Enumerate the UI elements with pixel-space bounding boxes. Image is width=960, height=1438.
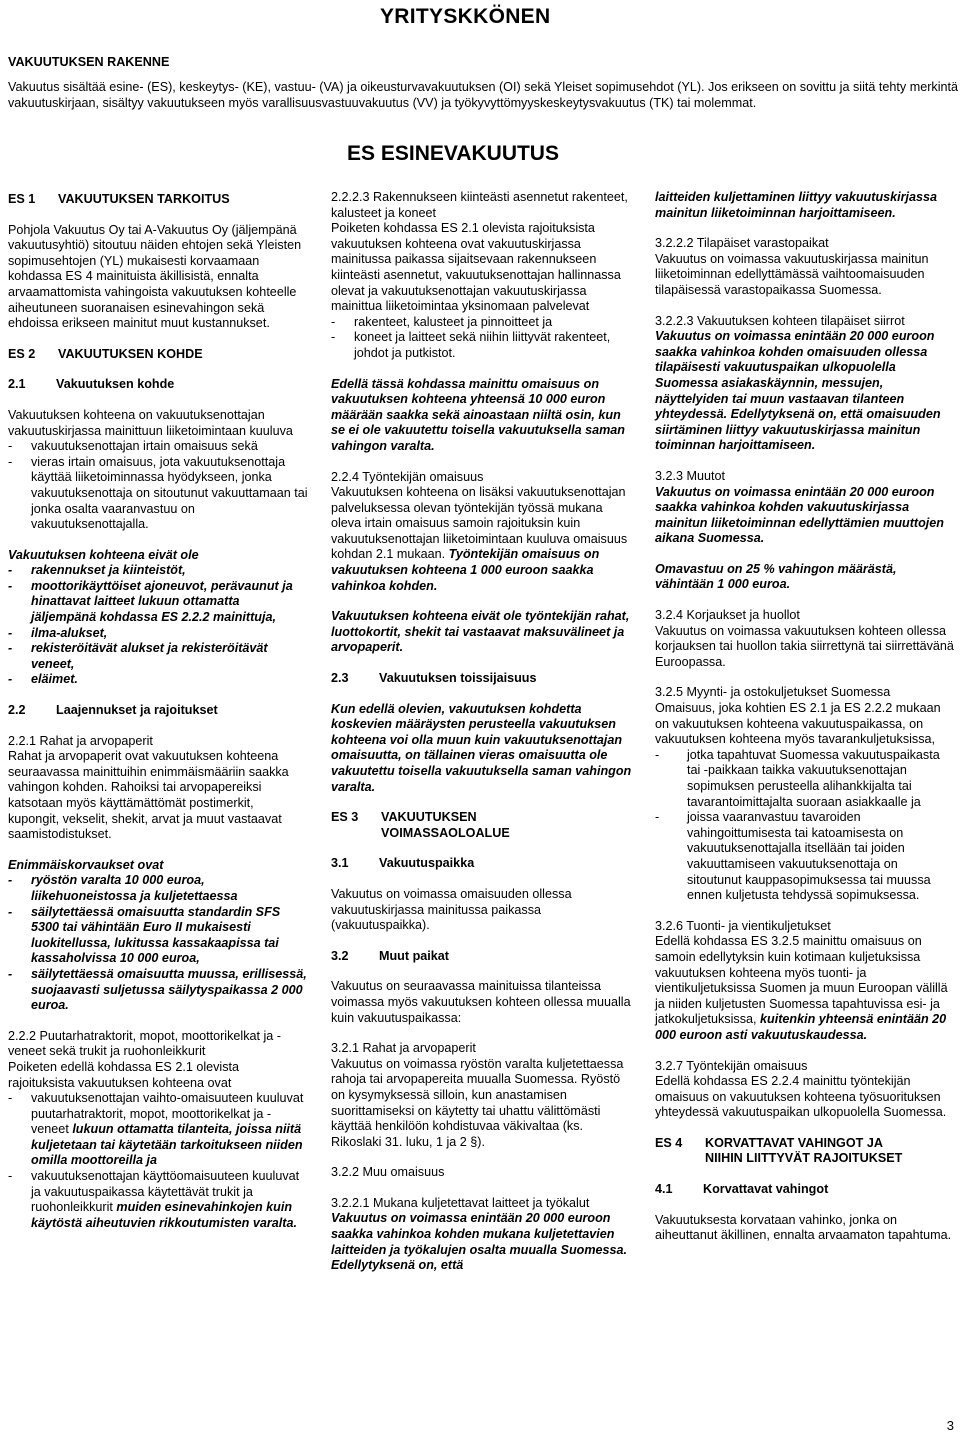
- s32-text: Vakuutus on seuraavassa mainituissa tilanteissa voimassa myös vakuutuksen kohteen ollessa muualla kuin vakuutuspaikassa:: [331, 979, 631, 1025]
- s3221-text: Vakuutus on voimassa enintään 20 000 euroon saakka vahinkoa kohden mukana kuljetettavien laitteiden ja työkalujen osalta muualla Suomessa. Edellytyksenä on, että: [331, 1211, 628, 1273]
- s327-text: Edellä kohdassa ES 2.2.4 mainittu työntekijän omaisuus on vakuutuksen kohteena työsuorituksen yhteydessä vakuutuspaikan ulkopuolella Suomessa.: [655, 1074, 947, 1120]
- column-3: [655, 190, 955, 1244]
- s41-heading: 4.1 Korvattavat vahingot: [655, 1182, 829, 1197]
- s22-heading: 2.2 Laajennukset ja rajoitukset: [8, 703, 218, 718]
- s2223-text: Poiketen kohdassa ES 2.1 olevista rajoituksista vakuutuksen kohteena ovat vakuutuskirjassa mainitussa paikassa sijaitsevaan rakennukseen kiinteästi asennetut, vakuutuksenottajan hallinnassa olevat ja vakuutuksenottajan vakuutuskirjassa mainittua liiketoimintaa yksinomaan palvelevat: [331, 221, 621, 314]
- list-item: - ryöstön varalta 10 000 euroa, liikehuoneistossa ja kuljetettaessa: [8, 873, 238, 903]
- list-item: - säilytettäessä omaisuutta standardin SFS 5300 tai vähintään Euro II mukaisesti luokitellussa, lukitussa kassakaapissa tai kassaholvissa 10 000 euroa,: [8, 904, 281, 966]
- s327-title: 3.2.7 Työntekijän omaisuus: [655, 1058, 808, 1073]
- s3222-text: Vakuutus on voimassa vakuutuskirjassa mainitun liiketoiminnan edellyttämässä vaihtoomaisuuden tilapäisessä varastopaikassa Suomessa.: [655, 251, 929, 297]
- s325-text: Omaisuus, joka kohtien ES 2.1 ja ES 2.2.2 mukaan on vakuutuksen kohteena vakuutuspaikassa, on vakuutuksen kohteena myös tavarankuljetuksissa,: [655, 701, 941, 747]
- section-heading-structure: VAKUUTUKSEN RAKENNE: [8, 55, 170, 69]
- s2223-title: 2.2.2.3 Rakennukseen kiinteästi asennetut rakenteet, kalusteet ja koneet: [331, 190, 628, 220]
- s322-title: 3.2.2 Muu omaisuus: [331, 1165, 445, 1180]
- s222-title: 2.2.2 Puutarhatraktorit, mopot, moottorikelkat ja -veneet sekä trukit ja ruohonleikkurit: [8, 1028, 281, 1059]
- page-title: YRITYSKKÖNEN: [380, 5, 551, 28]
- es1-heading: ES 1 VAKUUTUKSEN TARKOITUS: [8, 192, 230, 206]
- s224-text: Vakuutuksen kohteena on lisäksi vakuutuksenottajan palveluksessa olevan työntekijän työssä mukana oleva irtain omaisuus samoin rajoituksin kuin vakuutuksenottajan liiketoimintaan kuuluva omaisuus kohdan 2.1 mukaan. Työntekijän omaisuus on vakuutuksen kohteena 1 000 euroon saakka vahinkoa kohden.: [331, 485, 628, 593]
- list-item: - vakuutuksenottajan vaihto-omaisuuteen kuuluvat puutarhatraktorit, mopot, moottorikelkat ja -veneet lukuun ottamatta tilanteita, joissa niitä kuljetetaan tai käytetään tarkoitukseen niiden omilla moottoreilla ja: [8, 1091, 304, 1168]
- s324-text: Vakuutus on voimassa vakuutuksen kohteen ollessa korjauksen tai huollon takia siirrettynä tai siirrettävänä Euroopassa.: [655, 623, 954, 669]
- es2-heading: ES 2 VAKUUTUKSEN KOHDE: [8, 346, 203, 361]
- s21-text: Vakuutuksen kohteena on vakuutuksenottajan vakuutuskirjassa mainittuun liiketoimintaan kuuluva: [8, 407, 293, 438]
- column-2: [331, 190, 633, 1274]
- s224-title: 2.2.4 Työntekijän omaisuus: [331, 469, 484, 484]
- s224-exclusion: Vakuutuksen kohteena eivät ole työntekijän rahat, luottokortit, shekit tai vastaavat maksuvälineet ja arvopaperit.: [331, 609, 630, 655]
- s326-title: 3.2.6 Tuonti- ja vientikuljetukset: [655, 918, 831, 933]
- list-item: - moottorikäyttöiset ajoneuvot, perävaunut ja hinattavat laitteet lukuun ottamatta jäljempänä kohdassa ES 2.2.2 mainittuja,: [8, 578, 293, 625]
- list-item: - vakuutuksenottajan irtain omaisuus sekä: [8, 439, 258, 454]
- s325-title: 3.2.5 Myynti- ja ostokuljetukset Suomessa: [655, 685, 891, 700]
- main-heading: ES ESINEVAKUUTUS: [347, 142, 559, 165]
- es3-heading: ES 3 VAKUUTUKSEN VOIMASSAOLOALUE: [331, 810, 510, 840]
- s321-title: 3.2.1 Rahat ja arvopaperit: [331, 1041, 476, 1056]
- s41-text: Vakuutuksesta korvataan vahinko, jonka on aiheuttanut äkillinen, ennalta arvaamaton tapahtuma.: [655, 1212, 952, 1243]
- max-compensation-heading: Enimmäiskorvaukset ovat: [8, 857, 164, 872]
- s3222-title: 3.2.2.2 Tilapäiset varastopaikat: [655, 236, 829, 251]
- list-item: - rekisteröitävät alukset ja rekisteröitävät veneet,: [8, 641, 268, 671]
- s23-text: Kun edellä olevien, vakuutuksen kohdetta koskevien määräysten perusteella vakuutuksen kohteena voi olla muun kuin vakuutuksenottajan omaisuutta, on tällainen vieras omaisuutta ole vakuutettu toisella vakuutuksella saman vahingon varalta.: [331, 701, 632, 794]
- list-item: - koneet ja laitteet sekä niihin liittyvät rakenteet, johdot ja putkistot.: [331, 330, 611, 360]
- s3221-title: 3.2.2.1 Mukana kuljetettavat laitteet ja työkalut: [331, 1195, 590, 1210]
- s31-heading: 3.1 Vakuutuspaikka: [331, 856, 475, 871]
- s32-heading: 3.2 Muut paikat: [331, 948, 449, 963]
- s323-title: 3.2.3 Muutot: [655, 468, 726, 483]
- list-item: - rakenteet, kalusteet ja pinnoitteet ja: [331, 314, 553, 329]
- s324-title: 3.2.4 Korjaukset ja huollot: [655, 608, 800, 623]
- list-item: - joissa vaaranvastuu tavaroiden vahingoittumisesta tai katoamisesta on vakuutuksenottajalla itsellään tai joiden vakuuttamiseen vakuutuksenottaja on sitoutunut kauppasopimuksessa tai muussa ennen kuljetusta tehdyssä sopimuksessa.: [655, 810, 931, 903]
- list-item: - vieras irtain omaisuus, jota vakuutuksenottaja käyttää liiketoiminnassa hyödykseen, jonka vakuutuksenottaja on sitoutunut vakuuttamaan tai jonka osalta vaaranvastuu on vakuutuksenottajalla.: [8, 454, 308, 532]
- intro-paragraph: Vakuutus sisältää esine- (ES), keskeytys- (KE), vastuu- (VA) ja oikeusturvavakuutuksen (OI) sekä Yleiset sopimusehdot (YL). Jos erikseen on sovittu ja siitä tehty merkintä vakuutuskirjaan, sisältyy vakuutukseen myös varallisuusvastuuvakuutus (VV) ja työkyvyttömyyskeskeytysvakuutus (TK) tai molemmat.: [8, 80, 958, 110]
- list-item: - rakennukset ja kiinteistöt,: [8, 563, 186, 578]
- es1-text: Pohjola Vakuutus Oy tai A-Vakuutus Oy (jäljempänä vakuutusyhtiö) sitoutuu näiden ehtojen sekä Yleisten sopimusehtojen (YL) mukaisesti korvaamaan kohdassa ES 4 mainituista äkillisistä, ennalta arvaamattomista vahingoista vakuutuksen kohteelle aiheutuneen suoranaisen esinevahingon sekä ehdoissa erikseen mainitut muut kustannukset.: [8, 222, 302, 331]
- s3223-text: Vakuutus on voimassa enintään 20 000 euroon saakka vahinkoa kohden omaisuuden ollessa tilapäisesti vakuutuspaikan ulkopuolella Suomessa asiakaskäynnin, messujen, näyttelyiden tai muun vastaavan tilanteen yhteydessä. Edellytyksenä on, että omaisuuden siirtäminen liittyy vakuutuskirjassa mainitun toiminnan harjoittamiseen.: [655, 329, 941, 453]
- list-item: - vakuutuksenottajan käyttöomaisuuteen kuuluvat ja vakuutuspaikassa käytettävät trukit ja ruohonleikkurit muiden esinevahinkojen kuin käytöstä aiheutuvien rikkoutumisten varalta.: [8, 1169, 300, 1230]
- s326-text: Edellä kohdassa ES 3.2.5 mainittu omaisuus on samoin edellytyksin kuin kotimaan kuljetuksissa vakuutuksen kohteena myös tuonti- ja vientikuljetuksissa Suomen ja muun Euroopan välillä ja niiden kuljetusten Suomessa tapahtuvissa esi- ja jatkokuljetuksissa, kuitenkin yhteensä enintään 20 000 euroon asti vakuutuskaudessa.: [655, 934, 948, 1042]
- s222-text: Poiketen edellä kohdassa ES 2.1 olevista rajoituksista vakuutuksen kohteena ovat: [8, 1059, 240, 1090]
- s323-text: Vakuutus on voimassa enintään 20 000 euroon saakka vahinkoa kohden vakuutuskirjassa mainitun liiketoiminnan edellyttämien muuttojen aikana Suomessa.: [655, 484, 944, 546]
- s31-text: Vakuutus on voimassa omaisuuden ollessa vakuutuskirjassa mainitussa paikassa (vakuutuspaikka).: [331, 886, 572, 933]
- es4-heading: ES 4 KORVATTAVAT VAHINGOT JA NIIHIN LIITTYVÄT RAJOITUKSET: [655, 1135, 903, 1166]
- list-item: - säilytettäessä omaisuutta muussa, erillisessä, suojaavasti suljetussa säilytyspaikassa 2 000 euroa.: [8, 966, 307, 1013]
- s221-title: 2.2.1 Rahat ja arvopaperit: [8, 733, 153, 748]
- s221-text: Rahat ja arvopaperit ovat vakuutuksen kohteena seuraavassa mainittuihin enimmäismääriin saakka vahingon kohden. Rahoiksi tai arvopapereiksi katsotaan myös käyttämättömät postimerkit, kupongit, vekselit, shekit, arvat ja muut vastaavat saamistodistukset.: [8, 749, 289, 842]
- column-1: [8, 188, 308, 1231]
- list-item: - jotka tapahtuvat Suomessa vakuutuspaikasta tai -paikkaan taikka vakuutuksenottajan sopimuksen perusteella alihankkijalta tai tavarantoimittajalta suoraan asiakkaalle ja: [655, 747, 940, 809]
- s2223-note: Edellä tässä kohdassa mainittu omaisuus on vakuutuksen kohteena yhteensä 10 000 euron määrään saakka sekä ainoastaan niiltä osin, kun se ei ole vakuutettu toisella vakuutuksella saman vahingon varalta.: [331, 376, 625, 453]
- continued-text: laitteiden kuljettaminen liittyy vakuutuskirjassa mainitun liiketoiminnan harjoittamiseen.: [655, 190, 938, 220]
- s3223-title: 3.2.2.3 Vakuutuksen kohteen tilapäiset siirrot: [655, 313, 905, 328]
- s21-heading: 2.1 Vakuutuksen kohde: [8, 377, 175, 392]
- list-item: - ilma-alukset,: [8, 625, 108, 640]
- s23-heading: 2.3 Vakuutuksen toissijaisuus: [331, 671, 537, 686]
- list-item: - eläimet.: [8, 672, 78, 687]
- s321-text: Vakuutus on voimassa ryöstön varalta kuljetettaessa rahoja tai arvopapereita muualla Suomessa. Ryöstö on kysymyksessä silloin, kun anastamisen suorittamiseksi on käytetty tai uhattu välittömästi käyttää henkilöön kohdistuvaa väkivaltaa (ks. Rikoslaki 31. luku, 1 ja 2 §).: [331, 1056, 624, 1149]
- page-number: 3: [946, 1418, 954, 1434]
- deductible-text: Omavastuu on 25 % vahingon määrästä, vähintään 1 000 euroa.: [655, 561, 897, 592]
- exclusions-heading: Vakuutuksen kohteena eivät ole: [8, 547, 199, 562]
